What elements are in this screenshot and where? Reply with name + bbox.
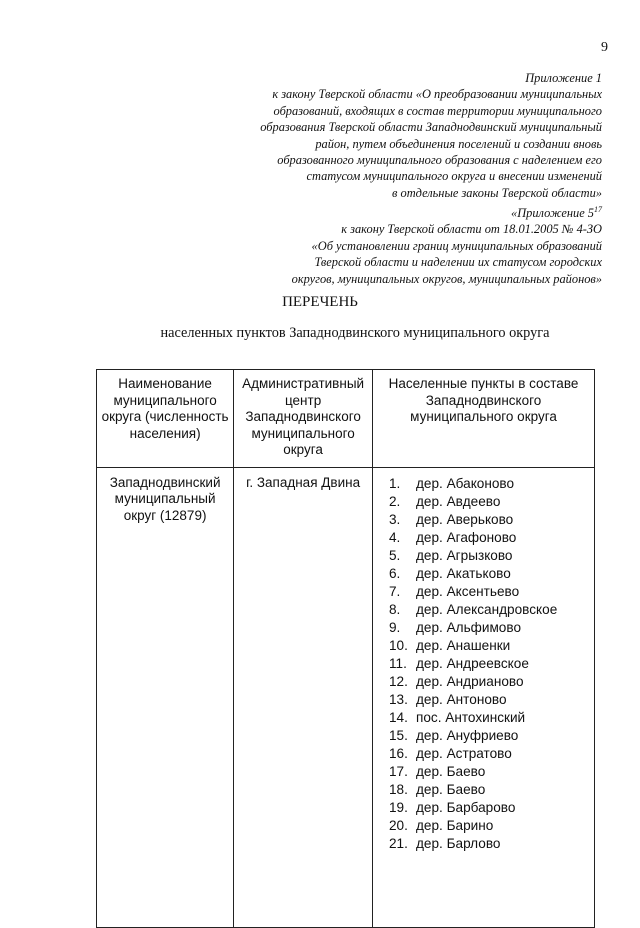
list-item: [389, 709, 590, 727]
settlement-number: 10.: [389, 637, 408, 653]
list-item: [389, 547, 590, 565]
appendix-2-line: округов, муниципальных округов, муниципальных районов»: [291, 271, 602, 286]
settlement-number: 4.: [389, 529, 401, 545]
list-item: [389, 493, 590, 511]
settlement-name: дер. Агрызково: [416, 547, 513, 563]
settlement-number: 5.: [389, 547, 401, 563]
settlements-table: [96, 369, 595, 928]
list-item: [389, 655, 590, 673]
cell-admin-center: г. Западная Двина: [234, 467, 373, 927]
settlement-number: 7.: [389, 583, 401, 599]
appendix-1-line: район, путем объединения поселений и создании вновь: [315, 136, 602, 151]
list-item: [389, 835, 590, 853]
appendix-1-line: образования Тверской области Западнодвинский муниципальный: [260, 120, 602, 135]
appendix-2-heading: «Приложение $5^{17}$: [511, 204, 602, 220]
list-item: [389, 637, 590, 655]
settlement-number: 14.: [389, 709, 408, 725]
list-item: [389, 691, 590, 709]
settlements-list: [377, 475, 590, 853]
cell-settlements: [373, 467, 595, 927]
page-number: 9: [601, 40, 608, 55]
settlement-number: 11.: [389, 655, 407, 671]
appendix-1-line: образованного муниципального образования с наделением его: [277, 153, 602, 168]
settlement-name: дер. Александровское: [416, 601, 558, 617]
list-item: [389, 619, 590, 637]
cell-municipality: Западнодвинский муниципальный округ (12879): [97, 467, 234, 927]
settlement-name: дер. Барлово: [416, 835, 501, 851]
settlement-name: дер. Альфимово: [416, 619, 521, 635]
list-item: [389, 601, 590, 619]
settlement-name: дер. Акатьково: [416, 565, 511, 581]
settlement-number: 19.: [389, 799, 408, 815]
settlement-number: 20.: [389, 817, 408, 833]
list-item: [389, 529, 590, 547]
appendix-1-line: статусом муниципального округа и внесении изменений: [306, 169, 602, 184]
settlement-name: дер. Астратово: [416, 745, 512, 761]
appendix-1-header: [260, 70, 602, 201]
settlement-name: дер. Барбарово: [416, 799, 516, 815]
list-item: [389, 781, 590, 799]
appendix-2-line: к закону Тверской области от 18.01.2005 № 4-ЗО: [341, 222, 602, 237]
list-item: [389, 565, 590, 583]
list-item: [389, 745, 590, 763]
settlement-number: 17.: [389, 763, 408, 779]
appendix-1-line: к закону Тверской области «О преобразовании муниципальных: [272, 87, 602, 102]
settlement-number: 6.: [389, 565, 401, 581]
settlement-name: дер. Андрианово: [416, 673, 524, 689]
settlement-name: дер. Антоново: [416, 691, 507, 707]
settlement-number: 13.: [389, 691, 408, 707]
settlement-number: 3.: [389, 511, 401, 527]
appendix-1-line: Приложение 1: [525, 71, 602, 85]
settlement-name: дер. Авдеево: [416, 493, 501, 509]
settlement-number: 2.: [389, 493, 401, 509]
settlement-number: 1.: [389, 475, 401, 491]
appendix-1-line: образований, входящих в состав территории муниципального: [273, 103, 602, 118]
settlement-name: пос. Антохинский: [416, 709, 526, 725]
list-item: [389, 511, 590, 529]
document-title: ПЕРЕЧЕНЬ: [282, 294, 358, 310]
table-row: [97, 467, 595, 927]
appendix-1-line: в отдельные законы Тверской области»: [392, 185, 602, 200]
list-item: [389, 727, 590, 745]
settlement-number: 16.: [389, 745, 408, 761]
document-subtitle: населенных пунктов Западнодвинского муниципального округа: [160, 325, 550, 341]
header-admin-center: Административный центр Западнодвинского муниципального округа: [234, 370, 373, 468]
settlement-number: 21.: [389, 835, 408, 851]
header-municipality: Наименование муниципального округа (численность населения): [97, 370, 234, 468]
settlement-number: 18.: [389, 781, 408, 797]
settlement-name: дер. Аксентьево: [416, 583, 520, 599]
list-item: [389, 799, 590, 817]
settlement-name: дер. Абаконово: [416, 475, 515, 491]
appendix-5-17-header: [292, 205, 602, 287]
settlement-number: 9.: [389, 619, 401, 635]
settlement-number: 8.: [389, 601, 401, 617]
header-settlements: Населенные пункты в составе Западнодвинского муниципального округа: [373, 370, 595, 468]
settlement-name: дер. Баево: [416, 763, 486, 779]
list-item: [389, 475, 590, 493]
settlement-number: 15.: [389, 727, 408, 743]
list-item: [389, 763, 590, 781]
settlement-name: дер. Агафоново: [416, 529, 517, 545]
list-item: [389, 673, 590, 691]
settlement-name: дер. Аверьково: [416, 511, 514, 527]
settlement-name: дер. Анашенки: [416, 637, 511, 653]
table-header-row: [97, 370, 595, 468]
list-item: [389, 583, 590, 601]
list-item: [389, 817, 590, 835]
settlement-name: дер. Барино: [416, 817, 494, 833]
settlement-name: дер. Андреевское: [416, 655, 529, 671]
settlement-name: дер. Баево: [416, 781, 486, 797]
settlement-name: дер. Ануфриево: [416, 727, 519, 743]
appendix-2-line: «Об установлении границ муниципальных образований: [311, 238, 602, 253]
appendix-2-line: Тверской области и наделении их статусом городских: [314, 255, 602, 270]
settlement-number: 12.: [389, 673, 408, 689]
